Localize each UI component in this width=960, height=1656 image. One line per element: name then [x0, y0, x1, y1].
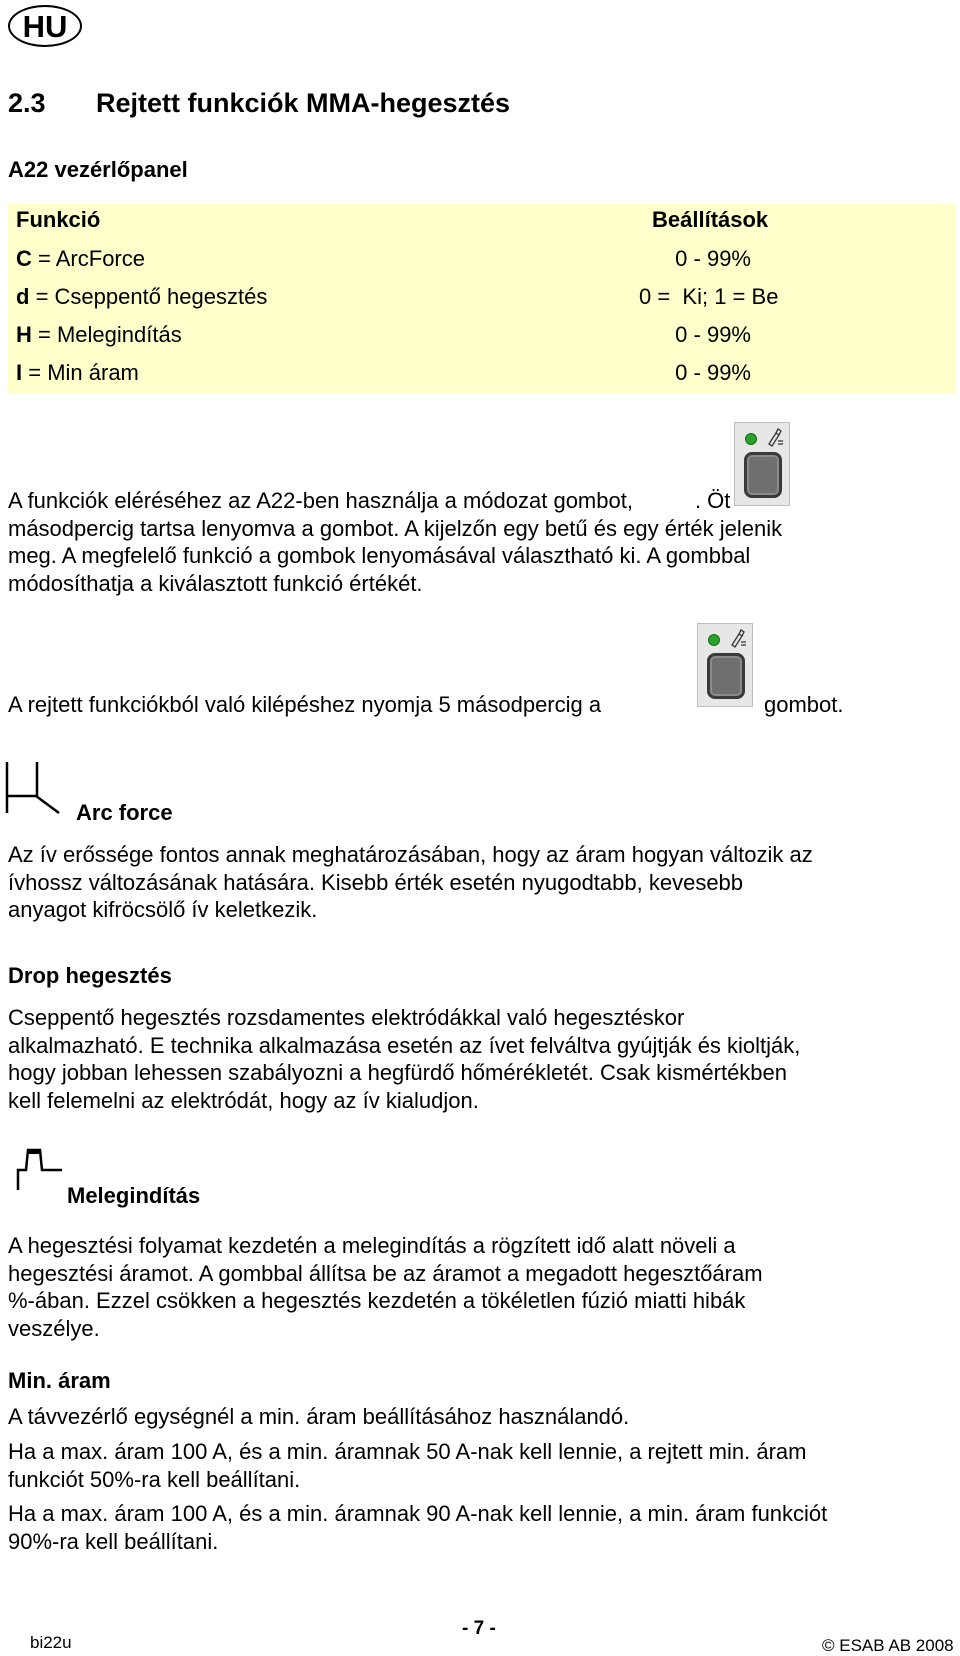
min-current-p1: A távvezérlő egységnél a min. áram beállításához használandó.	[8, 1404, 630, 1429]
drop-paragraph	[8, 1004, 953, 1114]
exit-text: A rejtett funkciókból való kilépéshez nyomja 5 másodpercig a	[8, 692, 602, 717]
table-row	[16, 322, 776, 348]
paragraph-line: alkalmazható. E technika alkalmazása esetén az ívet felváltva gyújtják és kioltják,	[8, 1032, 801, 1058]
intro-line: A funkciók eléréséhez az A22-ben használja a módozat gombot,	[8, 488, 633, 513]
paragraph-line: veszélye.	[8, 1315, 100, 1341]
function-sep: =	[31, 246, 56, 271]
min-current-p2	[8, 1438, 953, 1493]
function-value: 0 = Ki; 1 = Be	[639, 284, 779, 309]
function-code: C	[16, 246, 32, 271]
hot-start-icon	[16, 1146, 64, 1192]
paragraph-line: Ha a max. áram 100 A, és a min. áramnak 90 A-nak kell lennie, a min. áram funkciót	[8, 1501, 828, 1526]
hot-start-paragraph	[8, 1232, 953, 1342]
paragraph-line: %-ában. Ezzel csökken a hegesztés kezdetén a tökéletlen fúzió miatti hibák	[8, 1288, 746, 1313]
intro-line: meg. A megfelelő funkció a gombok lenyomásával választható ki. A gombbal	[8, 543, 751, 568]
footer-doc-code: bi22u	[30, 1633, 72, 1652]
paragraph-line: anyagot kifröcsölő ív keletkezik.	[8, 897, 318, 922]
paragraph-line: Cseppentő hegesztés rozsdamentes elektródákkal való hegesztéskor	[8, 1005, 685, 1030]
function-code: I	[16, 360, 23, 385]
torch-icon	[766, 427, 784, 447]
intro-paragraph	[8, 487, 953, 597]
function-name: Min áram	[47, 360, 139, 385]
section-heading	[8, 88, 510, 119]
paragraph-line: funkciót 50%-ra kell beállítani.	[8, 1466, 301, 1492]
function-name: Melegindítás	[56, 322, 182, 347]
led-icon	[708, 634, 720, 646]
table-row	[16, 246, 776, 272]
table-header-function: Funkció	[16, 207, 101, 232]
min-current-p3	[8, 1500, 953, 1555]
table-header-settings: Beállítások	[652, 207, 769, 232]
paragraph-line: hogy jobban lehessen szabályozni a hegfürdő hőmérékletét. Csak kismértékben	[8, 1060, 788, 1085]
hot-start-title: Melegindítás	[67, 1183, 201, 1208]
table-row	[16, 284, 779, 310]
function-sep: =	[31, 322, 57, 347]
function-code: H	[16, 322, 32, 347]
function-sep: =	[29, 284, 55, 309]
function-value: 0 - 99%	[675, 322, 751, 347]
intro-line: módosíthatja a kiválasztott funkció értékét.	[8, 570, 423, 596]
section-number: 2.3	[8, 88, 46, 118]
function-value: 0 - 99%	[675, 360, 751, 385]
function-code: d	[16, 284, 30, 309]
section-title: Rejtett funkciók MMA-hegesztés	[96, 88, 511, 118]
paragraph-line: ívhossz változásának hatására. Kisebb érték esetén nyugodtabb, kevesebb	[8, 869, 744, 895]
page-number: - 7 -	[462, 1618, 496, 1639]
intro-line: . Öt	[694, 488, 731, 513]
panel-title: A22 vezérlőpanel	[8, 157, 188, 182]
arc-force-icon	[4, 760, 66, 816]
paragraph-line: Ha a max. áram 100 A, és a min. áramnak 50 A-nak kell lennie, a rejtett min. áram	[8, 1439, 807, 1464]
led-icon	[745, 433, 757, 445]
table-header	[16, 207, 776, 233]
arc-force-paragraph	[8, 841, 953, 924]
function-name: ArcForce	[55, 246, 145, 271]
paragraph-line: 90%-ra kell beállítani.	[8, 1528, 219, 1554]
function-sep: =	[22, 360, 48, 385]
function-value: 0 - 99%	[675, 246, 751, 271]
function-name: Cseppentő hegesztés	[54, 284, 268, 309]
paragraph-line: kell felemelni az elektródát, hogy az ív kialudjon.	[8, 1087, 479, 1113]
table-row	[16, 360, 776, 386]
exit-text-end: gombot.	[764, 692, 844, 717]
paragraph-line: Az ív erőssége fontos annak meghatározásában, hogy az áram hogyan változik az	[8, 842, 813, 867]
footer-copyright: © ESAB AB 2008	[822, 1636, 954, 1655]
paragraph-line: A hegesztési folyamat kezdetén a melegindítás a rögzített idő alatt növeli a	[8, 1233, 736, 1258]
exit-paragraph-end	[764, 691, 954, 719]
paragraph-line: hegesztési áramot. A gombbal állítsa be az áramot a megadott hegesztőáram	[8, 1260, 763, 1286]
min-current-title: Min. áram	[8, 1368, 111, 1393]
arc-force-title: Arc force	[76, 800, 173, 825]
torch-icon	[729, 628, 747, 648]
language-badge: HU	[8, 5, 82, 47]
drop-title: Drop hegesztés	[8, 963, 172, 988]
intro-line: másodpercig tartsa lenyomva a gombot. A kijelzőn egy betű és egy érték jelenik	[8, 515, 783, 541]
